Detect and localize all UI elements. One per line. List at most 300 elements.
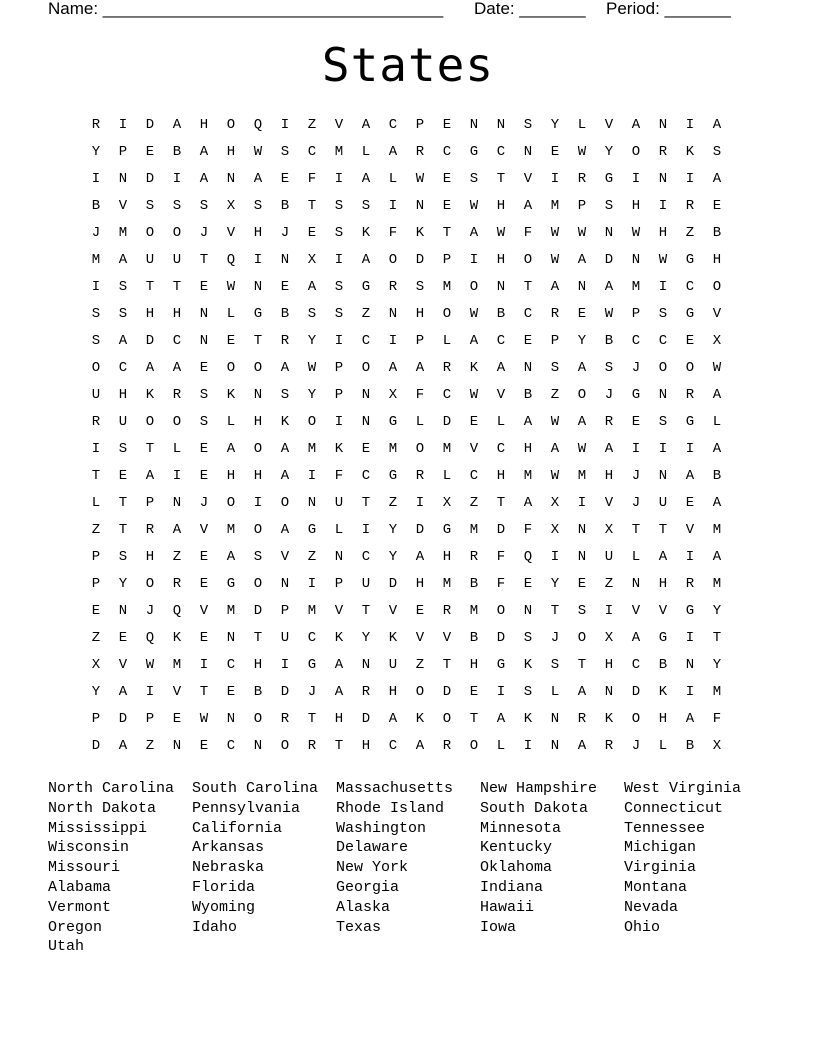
grid-letter: N bbox=[658, 117, 668, 133]
grid-letter: L bbox=[226, 306, 236, 322]
grid-letter: N bbox=[631, 252, 641, 268]
grid-letter: R bbox=[604, 414, 614, 430]
grid-letter: A bbox=[712, 441, 722, 457]
grid-row bbox=[84, 196, 732, 223]
grid-letter: E bbox=[199, 441, 209, 457]
grid-letter: E bbox=[577, 306, 587, 322]
grid-letter: T bbox=[199, 252, 209, 268]
grid-letter: A bbox=[712, 387, 722, 403]
grid-letter: R bbox=[685, 387, 695, 403]
grid-letter: T bbox=[550, 603, 560, 619]
grid-letter: W bbox=[550, 252, 560, 268]
grid-letter: F bbox=[523, 225, 533, 241]
grid-letter: O bbox=[172, 225, 182, 241]
grid-letter: E bbox=[442, 117, 452, 133]
grid-letter: R bbox=[577, 711, 587, 727]
grid-letter: C bbox=[496, 441, 506, 457]
word-bank-item: Virginia bbox=[624, 859, 697, 877]
word-bank-item: Ohio bbox=[624, 918, 661, 936]
grid-letter: O bbox=[442, 711, 452, 727]
grid-letter: M bbox=[307, 441, 317, 457]
grid-letter: O bbox=[307, 414, 317, 430]
grid-letter: D bbox=[91, 738, 101, 754]
word-bank-item: Missouri bbox=[48, 859, 121, 877]
grid-letter: E bbox=[280, 171, 290, 187]
grid-letter: K bbox=[388, 630, 398, 646]
grid-letter: D bbox=[145, 333, 155, 349]
grid-letter: I bbox=[388, 333, 398, 349]
word-bank-item: Utah bbox=[48, 938, 85, 956]
grid-letter: L bbox=[577, 117, 587, 133]
grid-letter: A bbox=[523, 414, 533, 430]
grid-letter: G bbox=[604, 171, 614, 187]
grid-letter: L bbox=[172, 441, 182, 457]
grid-letter: C bbox=[631, 333, 641, 349]
grid-letter: S bbox=[253, 549, 263, 565]
grid-letter: P bbox=[91, 711, 101, 727]
grid-letter: N bbox=[658, 387, 668, 403]
grid-letter: R bbox=[91, 414, 101, 430]
grid-letter: T bbox=[361, 603, 371, 619]
grid-letter: A bbox=[577, 414, 587, 430]
grid-letter: T bbox=[523, 279, 533, 295]
grid-letter: H bbox=[172, 306, 182, 322]
grid-letter: S bbox=[469, 171, 479, 187]
grid-letter: A bbox=[685, 468, 695, 484]
grid-letter: A bbox=[577, 252, 587, 268]
grid-letter: F bbox=[334, 468, 344, 484]
grid-letter: S bbox=[280, 144, 290, 160]
grid-letter: M bbox=[172, 657, 182, 673]
grid-letter: I bbox=[91, 441, 101, 457]
grid-letter: V bbox=[388, 603, 398, 619]
grid-letter: K bbox=[280, 414, 290, 430]
grid-letter: G bbox=[658, 630, 668, 646]
grid-letter: S bbox=[658, 414, 668, 430]
word-bank-item: North Dakota bbox=[48, 799, 157, 817]
grid-letter: H bbox=[658, 576, 668, 592]
grid-letter: I bbox=[550, 171, 560, 187]
grid-letter: H bbox=[496, 468, 506, 484]
grid-letter: H bbox=[334, 711, 344, 727]
grid-letter: S bbox=[334, 225, 344, 241]
grid-letter: B bbox=[712, 225, 722, 241]
grid-letter: K bbox=[172, 630, 182, 646]
grid-letter: K bbox=[523, 711, 533, 727]
grid-letter: N bbox=[280, 576, 290, 592]
grid-letter: R bbox=[415, 144, 425, 160]
grid-letter: A bbox=[118, 333, 128, 349]
grid-letter: M bbox=[469, 603, 479, 619]
grid-letter: A bbox=[550, 441, 560, 457]
grid-letter: Y bbox=[712, 657, 722, 673]
grid-letter: Z bbox=[91, 630, 101, 646]
grid-letter: R bbox=[442, 360, 452, 376]
grid-letter: S bbox=[253, 198, 263, 214]
grid-row bbox=[84, 169, 732, 196]
grid-letter: S bbox=[523, 630, 533, 646]
grid-letter: W bbox=[658, 252, 668, 268]
grid-letter: H bbox=[361, 738, 371, 754]
grid-letter: S bbox=[91, 333, 101, 349]
grid-letter: N bbox=[226, 171, 236, 187]
grid-letter: M bbox=[550, 198, 560, 214]
grid-letter: S bbox=[118, 549, 128, 565]
grid-letter: E bbox=[415, 603, 425, 619]
grid-letter: P bbox=[280, 603, 290, 619]
grid-letter: N bbox=[658, 171, 668, 187]
word-bank-item: New Hampshire bbox=[480, 780, 598, 797]
grid-letter: C bbox=[685, 279, 695, 295]
name-field: Name: ____________________________________ bbox=[48, 0, 444, 18]
grid-letter: Q bbox=[226, 252, 236, 268]
grid-letter: N bbox=[172, 495, 182, 511]
grid-letter: I bbox=[685, 171, 695, 187]
grid-row bbox=[84, 250, 732, 277]
grid-letter: A bbox=[388, 144, 398, 160]
grid-letter: U bbox=[172, 252, 182, 268]
grid-letter: Z bbox=[307, 117, 317, 133]
grid-letter: W bbox=[469, 387, 479, 403]
grid-letter: W bbox=[577, 144, 587, 160]
grid-letter: H bbox=[226, 468, 236, 484]
grid-letter: L bbox=[442, 468, 452, 484]
grid-letter: I bbox=[658, 441, 668, 457]
word-bank-item: West Virginia bbox=[624, 780, 742, 797]
grid-letter: P bbox=[631, 306, 641, 322]
grid-letter: S bbox=[523, 684, 533, 700]
grid-letter: C bbox=[226, 738, 236, 754]
grid-letter: V bbox=[118, 657, 128, 673]
grid-letter: A bbox=[577, 684, 587, 700]
grid-row bbox=[84, 142, 732, 169]
grid-letter: S bbox=[604, 360, 614, 376]
grid-letter: T bbox=[307, 198, 317, 214]
grid-letter: A bbox=[145, 468, 155, 484]
grid-letter: E bbox=[280, 279, 290, 295]
grid-letter: A bbox=[712, 495, 722, 511]
grid-letter: V bbox=[199, 522, 209, 538]
grid-letter: E bbox=[523, 333, 533, 349]
grid-letter: D bbox=[361, 711, 371, 727]
grid-letter: F bbox=[496, 576, 506, 592]
grid-letter: W bbox=[253, 144, 263, 160]
grid-letter: Y bbox=[361, 630, 371, 646]
grid-letter: V bbox=[334, 603, 344, 619]
grid-letter: W bbox=[469, 198, 479, 214]
grid-letter: A bbox=[118, 252, 128, 268]
word-bank-item: Pennsylvania bbox=[192, 799, 301, 817]
grid-letter: J bbox=[604, 387, 614, 403]
grid-letter: H bbox=[226, 144, 236, 160]
grid-letter: M bbox=[334, 144, 344, 160]
grid-letter: G bbox=[469, 144, 479, 160]
word-bank-item: Nebraska bbox=[192, 859, 265, 877]
word-bank-item: Tennessee bbox=[624, 819, 706, 837]
grid-letter: G bbox=[442, 522, 452, 538]
word-bank-item: Vermont bbox=[48, 898, 112, 916]
word-bank-item: Montana bbox=[624, 879, 688, 896]
grid-letter: A bbox=[496, 711, 506, 727]
grid-row bbox=[84, 601, 732, 628]
grid-row bbox=[84, 574, 732, 601]
grid-letter: J bbox=[280, 225, 290, 241]
grid-row bbox=[84, 628, 732, 655]
grid-letter: M bbox=[442, 441, 452, 457]
grid-letter: D bbox=[631, 684, 641, 700]
grid-letter: S bbox=[604, 198, 614, 214]
grid-letter: V bbox=[469, 441, 479, 457]
grid-letter: A bbox=[199, 144, 209, 160]
grid-letter: I bbox=[253, 495, 263, 511]
grid-letter: O bbox=[253, 711, 263, 727]
grid-letter: H bbox=[199, 117, 209, 133]
grid-letter: H bbox=[496, 252, 506, 268]
grid-letter: N bbox=[523, 603, 533, 619]
grid-letter: N bbox=[523, 360, 533, 376]
grid-letter: L bbox=[631, 549, 641, 565]
grid-letter: E bbox=[307, 225, 317, 241]
grid-letter: W bbox=[712, 360, 722, 376]
word-bank-item: Kentucky bbox=[480, 839, 553, 857]
grid-letter: E bbox=[361, 441, 371, 457]
grid-letter: A bbox=[334, 657, 344, 673]
grid-letter: H bbox=[631, 198, 641, 214]
grid-letter: K bbox=[226, 387, 236, 403]
grid-letter: E bbox=[91, 603, 101, 619]
grid-letter: D bbox=[604, 252, 614, 268]
grid-letter: L bbox=[550, 684, 560, 700]
grid-letter: N bbox=[415, 198, 425, 214]
grid-letter: Y bbox=[91, 684, 101, 700]
grid-letter: W bbox=[469, 306, 479, 322]
grid-letter: P bbox=[550, 333, 560, 349]
grid-letter: S bbox=[172, 198, 182, 214]
grid-letter: A bbox=[415, 549, 425, 565]
grid-letter: J bbox=[550, 630, 560, 646]
grid-letter: M bbox=[226, 522, 236, 538]
grid-letter: T bbox=[442, 225, 452, 241]
grid-letter: S bbox=[361, 198, 371, 214]
grid-letter: Y bbox=[91, 144, 101, 160]
grid-letter: N bbox=[118, 603, 128, 619]
grid-letter: M bbox=[469, 522, 479, 538]
grid-letter: Y bbox=[307, 333, 317, 349]
word-bank-item: Minnesota bbox=[480, 819, 562, 837]
grid-letter: A bbox=[550, 279, 560, 295]
grid-letter: O bbox=[415, 441, 425, 457]
grid-letter: N bbox=[280, 252, 290, 268]
word-bank-item: Indiana bbox=[480, 879, 544, 896]
grid-letter: C bbox=[496, 144, 506, 160]
grid-letter: B bbox=[469, 630, 479, 646]
grid-letter: T bbox=[118, 522, 128, 538]
grid-letter: O bbox=[226, 495, 236, 511]
grid-letter: T bbox=[145, 441, 155, 457]
grid-letter: F bbox=[523, 522, 533, 538]
grid-letter: Y bbox=[712, 603, 722, 619]
grid-letter: S bbox=[91, 306, 101, 322]
grid-letter: R bbox=[280, 333, 290, 349]
grid-letter: N bbox=[361, 387, 371, 403]
grid-letter: I bbox=[496, 684, 506, 700]
grid-letter: A bbox=[685, 711, 695, 727]
grid-letter: J bbox=[199, 495, 209, 511]
grid-letter: R bbox=[361, 684, 371, 700]
word-bank-item: North Carolina bbox=[48, 780, 175, 797]
grid-letter: V bbox=[631, 603, 641, 619]
word-bank-item: New York bbox=[336, 859, 409, 877]
grid-letter: I bbox=[631, 441, 641, 457]
grid-letter: N bbox=[496, 117, 506, 133]
grid-letter: S bbox=[199, 198, 209, 214]
grid-letter: W bbox=[496, 225, 506, 241]
grid-letter: N bbox=[577, 279, 587, 295]
grid-letter: V bbox=[496, 387, 506, 403]
grid-letter: E bbox=[469, 684, 479, 700]
word-bank-item: Delaware bbox=[336, 839, 409, 857]
grid-letter: R bbox=[91, 117, 101, 133]
grid-letter: N bbox=[604, 684, 614, 700]
grid-letter: R bbox=[172, 387, 182, 403]
grid-letter: E bbox=[199, 279, 209, 295]
grid-letter: A bbox=[280, 468, 290, 484]
grid-letter: S bbox=[658, 306, 668, 322]
grid-letter: I bbox=[577, 495, 587, 511]
grid-letter: A bbox=[199, 171, 209, 187]
grid-letter: N bbox=[523, 144, 533, 160]
grid-letter: D bbox=[442, 684, 452, 700]
grid-letter: W bbox=[550, 225, 560, 241]
grid-letter: I bbox=[172, 468, 182, 484]
grid-letter: V bbox=[658, 603, 668, 619]
grid-letter: T bbox=[631, 522, 641, 538]
word-bank-item: Texas bbox=[336, 918, 382, 936]
grid-letter: P bbox=[415, 117, 425, 133]
grid-letter: L bbox=[658, 738, 668, 754]
word-bank-item: Connecticut bbox=[624, 799, 724, 817]
grid-row bbox=[84, 304, 732, 331]
word-bank-item: California bbox=[192, 819, 283, 837]
grid-letter: P bbox=[577, 198, 587, 214]
grid-letter: L bbox=[496, 738, 506, 754]
grid-letter: Y bbox=[577, 333, 587, 349]
grid-letter: I bbox=[658, 279, 668, 295]
grid-letter: A bbox=[280, 522, 290, 538]
grid-letter: P bbox=[145, 495, 155, 511]
grid-letter: U bbox=[334, 495, 344, 511]
grid-letter: O bbox=[91, 360, 101, 376]
grid-letter: A bbox=[415, 360, 425, 376]
grid-letter: C bbox=[226, 657, 236, 673]
grid-letter: A bbox=[577, 360, 587, 376]
grid-letter: H bbox=[118, 387, 128, 403]
grid-letter: C bbox=[442, 387, 452, 403]
grid-letter: I bbox=[685, 441, 695, 457]
grid-letter: O bbox=[523, 252, 533, 268]
grid-letter: R bbox=[685, 198, 695, 214]
grid-letter: A bbox=[172, 360, 182, 376]
grid-letter: D bbox=[388, 576, 398, 592]
grid-letter: A bbox=[712, 117, 722, 133]
grid-letter: G bbox=[685, 252, 695, 268]
grid-letter: Z bbox=[172, 549, 182, 565]
grid-letter: A bbox=[388, 711, 398, 727]
grid-letter: F bbox=[388, 225, 398, 241]
grid-letter: G bbox=[685, 306, 695, 322]
grid-letter: T bbox=[496, 171, 506, 187]
grid-letter: J bbox=[631, 495, 641, 511]
grid-letter: B bbox=[496, 306, 506, 322]
grid-letter: N bbox=[631, 576, 641, 592]
grid-letter: E bbox=[226, 684, 236, 700]
grid-letter: M bbox=[442, 576, 452, 592]
grid-letter: M bbox=[523, 468, 533, 484]
word-bank-item: Oklahoma bbox=[480, 859, 553, 877]
grid-letter: U bbox=[658, 495, 668, 511]
grid-letter: J bbox=[199, 225, 209, 241]
date-field: Date: _______ bbox=[474, 0, 586, 18]
grid-letter: D bbox=[145, 117, 155, 133]
grid-letter: S bbox=[118, 306, 128, 322]
grid-letter: T bbox=[496, 495, 506, 511]
grid-letter: C bbox=[361, 468, 371, 484]
grid-letter: E bbox=[199, 576, 209, 592]
grid-letter: I bbox=[604, 603, 614, 619]
grid-letter: G bbox=[253, 306, 263, 322]
grid-letter: D bbox=[253, 603, 263, 619]
grid-letter: W bbox=[631, 225, 641, 241]
grid-letter: U bbox=[388, 657, 398, 673]
grid-letter: N bbox=[253, 387, 263, 403]
grid-letter: N bbox=[577, 522, 587, 538]
grid-letter: S bbox=[307, 306, 317, 322]
grid-letter: B bbox=[523, 387, 533, 403]
grid-letter: Z bbox=[145, 738, 155, 754]
grid-letter: U bbox=[604, 549, 614, 565]
grid-letter: P bbox=[334, 576, 344, 592]
grid-letter: P bbox=[145, 711, 155, 727]
word-bank-item: Washington bbox=[336, 819, 427, 837]
grid-letter: I bbox=[334, 171, 344, 187]
grid-letter: I bbox=[91, 171, 101, 187]
grid-letter: I bbox=[334, 414, 344, 430]
grid-letter: A bbox=[415, 738, 425, 754]
grid-letter: I bbox=[469, 252, 479, 268]
grid-letter: I bbox=[685, 117, 695, 133]
grid-letter: H bbox=[415, 306, 425, 322]
grid-letter: N bbox=[388, 306, 398, 322]
grid-letter: A bbox=[307, 279, 317, 295]
grid-letter: I bbox=[334, 252, 344, 268]
grid-letter: K bbox=[685, 144, 695, 160]
grid-letter: O bbox=[631, 711, 641, 727]
grid-letter: T bbox=[307, 711, 317, 727]
grid-letter: E bbox=[712, 198, 722, 214]
grid-letter: Z bbox=[91, 522, 101, 538]
grid-letter: A bbox=[118, 684, 128, 700]
grid-row bbox=[84, 331, 732, 358]
grid-letter: W bbox=[226, 279, 236, 295]
grid-letter: E bbox=[199, 630, 209, 646]
grid-letter: I bbox=[199, 657, 209, 673]
grid-letter: H bbox=[496, 198, 506, 214]
grid-letter: C bbox=[361, 549, 371, 565]
grid-letter: X bbox=[307, 252, 317, 268]
grid-letter: C bbox=[307, 144, 317, 160]
grid-letter: Z bbox=[550, 387, 560, 403]
grid-letter: L bbox=[226, 414, 236, 430]
